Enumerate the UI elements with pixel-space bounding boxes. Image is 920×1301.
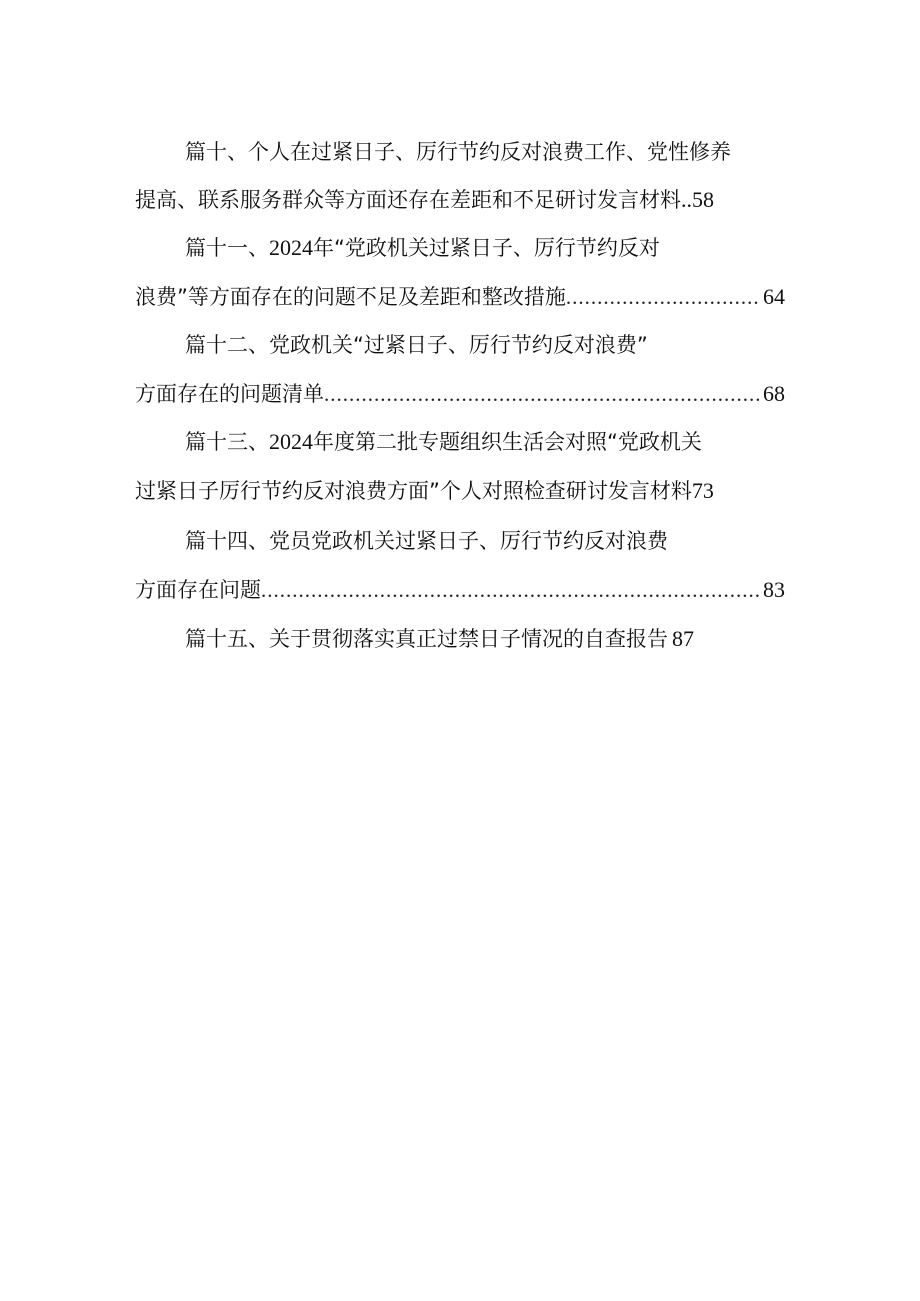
toc-entry-11-line-2 [135, 282, 785, 312]
toc-entry-13-year: 2024 [269, 429, 313, 454]
toc-entry-12-dot-leader [324, 379, 761, 409]
toc-entry-14-page-number: 83 [763, 577, 785, 602]
toc-entry-11-prefix: 篇十一、 [185, 236, 269, 260]
toc-entry-11-year: 2024 [269, 235, 313, 260]
toc-entry-11-line-1 [185, 233, 785, 263]
toc-entry-12-line-1: 篇十二、党政机关“过紧日子、厉行节约反对浪费” [185, 333, 648, 357]
toc-entry-14-dot-leader [261, 575, 761, 605]
toc-entry-10-line-1: 篇十、个人在过紧日子、厉行节约反对浪费工作、党性修养 [185, 140, 731, 164]
toc-entry-10-title-end: 提高、联系服务群众等方面还存在差距和不足研讨发言材料 [135, 188, 681, 212]
toc-entry-12-page-number: 68 [763, 381, 785, 406]
toc-entry-11-title-end: 浪费”等方面存在的问题不足及差距和整改措施 [135, 285, 566, 309]
toc-entry-12-title-end: 方面存在的问题清单 [135, 382, 324, 406]
toc-entry-13-line-1 [185, 427, 785, 457]
toc-entry-10-line-2 [135, 185, 785, 215]
toc-entry-12-line-2 [135, 379, 785, 409]
toc-entry-15-title: 篇十五、关于贯彻落实真正过禁日子情况的自查报告 [185, 627, 668, 651]
toc-entry-15-line-1 [185, 624, 785, 654]
toc-entry-13-prefix: 篇十三、 [185, 430, 269, 454]
toc-entry-11-title-rest: 年“党政机关过紧日子、厉行节约反对 [313, 236, 660, 260]
toc-entry-11-dot-leader [566, 282, 761, 312]
toc-entry-14-line-1: 篇十四、党员党政机关过紧日子、厉行节约反对浪费 [185, 529, 668, 553]
toc-entry-13-title-rest: 年度第二批专题组织生活会对照“党政机关 [313, 430, 702, 454]
toc-entry-10-leader: .. [681, 187, 692, 212]
toc-entry-14-line-2 [135, 575, 785, 605]
toc-entry-13-page-number: 73 [691, 478, 714, 503]
toc-entry-14-title-end: 方面存在问题 [135, 578, 261, 602]
toc-entry-13-line-2 [135, 476, 785, 506]
toc-entry-10-page-number: 58 [692, 187, 714, 212]
toc-entry-11-page-number: 64 [763, 284, 785, 309]
toc-entry-15-page-number: 87 [672, 626, 694, 651]
toc-entry-13-title-end: 过紧日子厉行节约反对浪费方面”个人对照检查研讨发言材料 [135, 479, 692, 503]
